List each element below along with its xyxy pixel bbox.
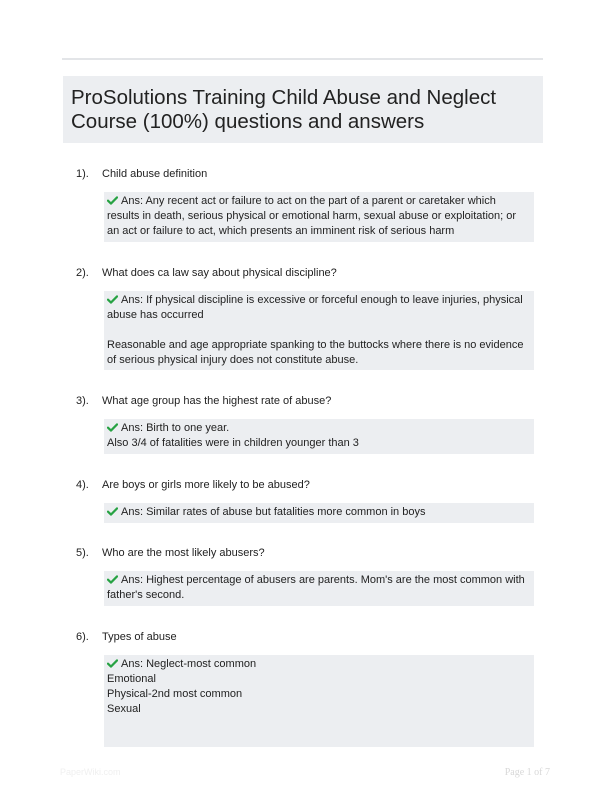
- check-icon: [107, 575, 118, 584]
- answer-box: [104, 571, 534, 606]
- answer-line: [107, 421, 531, 451]
- question-text: Types of abuse: [102, 631, 177, 643]
- question-number: 3).: [76, 395, 89, 407]
- answer-line: [107, 505, 531, 520]
- footer-site: PaperWiki.com: [60, 767, 121, 777]
- answer-text: Ans: Neglect-most common Emotional Physical-2nd most common Sexual: [107, 658, 257, 715]
- page-title: ProSolutions Training Child Abuse and Neglect Course (100%) questions and answers: [71, 86, 497, 133]
- check-icon: [107, 659, 118, 668]
- answer-text: Ans: Similar rates of abuse but fatalities more common in boys: [121, 506, 426, 518]
- question-number: 2).: [76, 267, 89, 279]
- check-icon: [107, 295, 118, 304]
- question-text: Who are the most likely abusers?: [102, 547, 265, 559]
- answer-line: [107, 194, 531, 239]
- answer-box: [104, 192, 534, 242]
- question-text: What age group has the highest rate of abuse?: [102, 395, 332, 407]
- question-number: 4).: [76, 479, 89, 491]
- check-icon: [107, 423, 118, 432]
- top-divider: [62, 58, 543, 60]
- question-text: Child abuse definition: [102, 168, 208, 180]
- page-number: Page 1 of 7: [504, 767, 550, 778]
- check-icon: [107, 507, 118, 516]
- answer-line: [107, 573, 531, 603]
- question-number: 5).: [76, 547, 89, 559]
- answer-text: Ans: Highest percentage of abusers are parents. Mom's are the most common with father's second.: [107, 574, 525, 601]
- answer-line: [107, 657, 531, 717]
- answer-box: [104, 655, 534, 747]
- answer-text: Ans: Any recent act or failure to act on the part of a parent or caretaker which results in death, serious physical or emotional harm, sexual abuse or exploitation; or an act or failure to act, which presents an imminent risk of serious harm: [107, 195, 517, 237]
- answer-text: Ans: Birth to one year. Also 3/4 of fatalities were in children younger than 3: [107, 422, 359, 449]
- answer-extra: Reasonable and age appropriate spanking to the buttocks where there is no evidence of serious physical injury does not constitute abuse.: [107, 339, 524, 366]
- question-number: 6).: [76, 631, 89, 643]
- question-text: What does ca law say about physical discipline?: [102, 267, 337, 279]
- answer-box: [104, 419, 534, 454]
- answer-line: [107, 293, 531, 323]
- check-icon: [107, 196, 118, 205]
- answer-box: [104, 503, 534, 523]
- question-number: 1).: [76, 168, 89, 180]
- answer-box: [104, 291, 534, 370]
- title-banner: [63, 76, 543, 143]
- question-text: Are boys or girls more likely to be abused?: [102, 479, 310, 491]
- answer-text: Ans: If physical discipline is excessive or forceful enough to leave injuries, physical abuse has occurred: [107, 294, 523, 321]
